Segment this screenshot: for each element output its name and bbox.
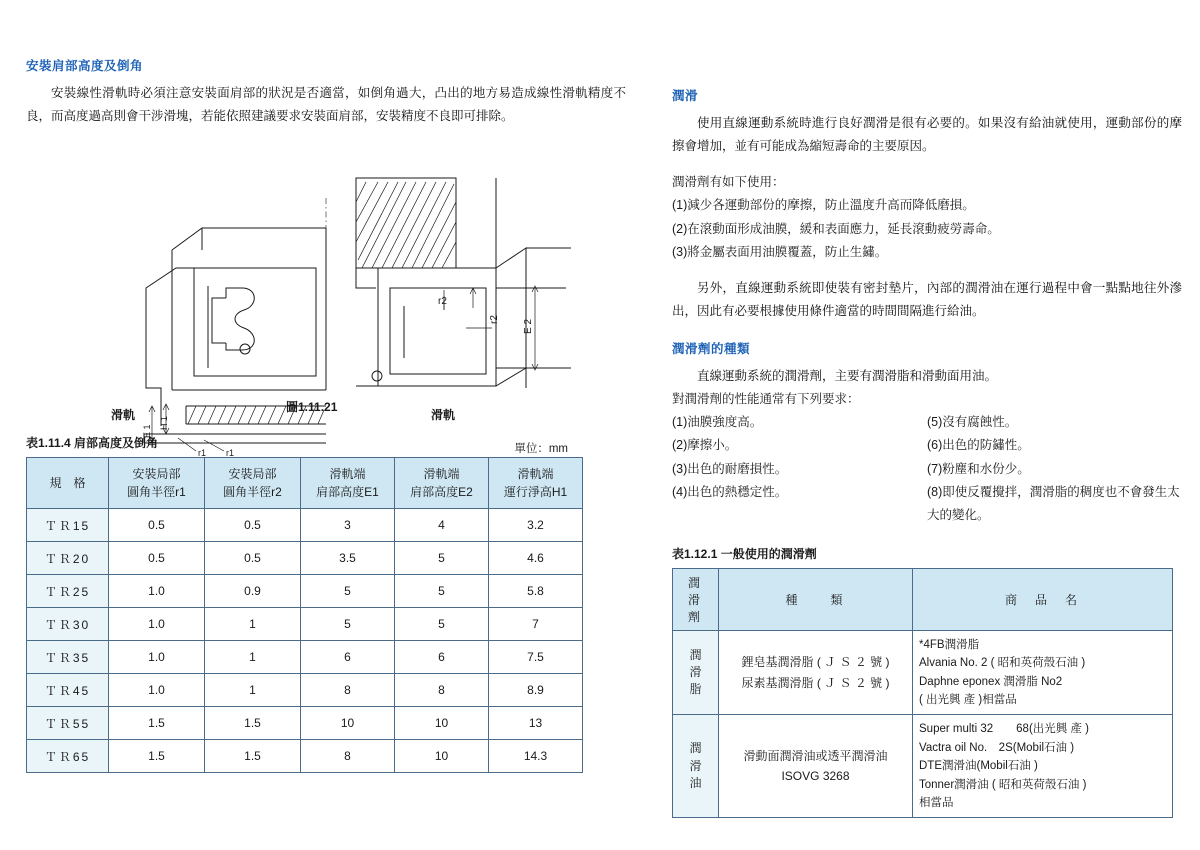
requirements-title: 對潤滑劑的性能通常有下列要求： [672, 392, 860, 407]
cell-spec: ＴＲ30 [27, 608, 109, 641]
lubrication-note-paragraph: 另外，直線運動系統即使裝有密封墊片，內部的潤滑油在運行過程中會一點點地往外滲出，因此有必要根據使用條件適當的時間間隔進行給油。 [672, 280, 1182, 318]
cell-r1: 1.0 [109, 608, 205, 641]
cell-product-oil: Super multi 32 68(出光興 產 ) Vactra oil No. 2S(Mobil石油 ) DTE潤滑油(Mobil石油 ) Tonner潤滑油 ( 昭和英荷殼石油 ) 相當品 [913, 715, 1173, 818]
figure-caption: 圖1.11.21 [286, 400, 338, 415]
table-row [27, 575, 583, 608]
cell-r2: 1 [205, 641, 301, 674]
cell-e2: 4 [395, 509, 489, 542]
table-row [27, 674, 583, 707]
cell-spec: ＴＲ25 [27, 575, 109, 608]
cell-r2: 0.5 [205, 509, 301, 542]
cell-r2: 1 [205, 674, 301, 707]
table-header-row [27, 458, 583, 509]
lubricant-usage-block [672, 171, 1182, 264]
table-row [27, 641, 583, 674]
intro-paragraph: 安裝線性滑軌時必須注意安裝面肩部的狀況是否適當，如倒角過大，凸出的地方易造成線性滑軌精度不良，而高度過高則會干涉滑塊，若能依照建議要求安裝面肩部，安裝精度不良即可排除。 [26, 86, 626, 124]
cell-h1: 4.6 [489, 542, 583, 575]
table-lubricants [672, 568, 1173, 819]
page-title: 安裝肩部高度及倒角 [26, 59, 144, 73]
cell-e1: 5 [301, 575, 395, 608]
cell-h1: 5.8 [489, 575, 583, 608]
cell-r2: 1.5 [205, 707, 301, 740]
lubricant-types-paragraph: 直線運動系統的潤滑劑，主要有潤滑脂和滑動面用油。 [697, 369, 998, 383]
table-row [27, 608, 583, 641]
table-1121-wrapper [672, 545, 1182, 819]
requirement-item: (3)出色的耐磨損性。 [672, 461, 788, 476]
table-shoulder-height [26, 457, 583, 773]
col-header-product: 商 品 名 [913, 568, 1173, 630]
cell-r1: 0.5 [109, 542, 205, 575]
lubricant-usage-item: (3)將金屬表面用油膜覆蓋，防止生鏽。 [672, 244, 888, 259]
cell-e2: 10 [395, 740, 489, 773]
cell-spec: ＴＲ20 [27, 542, 109, 575]
table-1114-wrapper [26, 434, 582, 773]
cell-r1: 1.0 [109, 641, 205, 674]
dim-label-r1-b: r1 [226, 448, 235, 459]
dim-label-h1: H 1 [159, 416, 169, 431]
cell-category-grease: 潤 滑 脂 [673, 630, 719, 715]
cell-e2: 10 [395, 707, 489, 740]
cell-h1: 13 [489, 707, 583, 740]
cell-h1: 7 [489, 608, 583, 641]
col-header-e1: 滑軌端 肩部高度E1 [301, 458, 395, 509]
cell-h1: 14.3 [489, 740, 583, 773]
col-header-lubricant: 潤 滑 劑 [673, 568, 719, 630]
table-row [27, 740, 583, 773]
cell-r2: 1.5 [205, 740, 301, 773]
cell-spec: ＴＲ65 [27, 740, 109, 773]
table-1114-unit: 單位：mm [514, 443, 568, 456]
lubrication-heading: 潤滑 [672, 89, 699, 103]
cell-e1: 10 [301, 707, 395, 740]
requirement-item: (7)粉塵和水份少。 [927, 461, 1030, 476]
lubricant-usage-title: 潤滑劑有如下使用： [672, 175, 785, 190]
dim-label-r2-top: r2 [438, 296, 447, 308]
cell-e1: 6 [301, 641, 395, 674]
cell-kind-oil: 滑動面潤滑油或透平潤滑油 ISOVG 3268 [719, 715, 913, 818]
requirements-left [672, 411, 927, 527]
rail-label-right: 滑軌 [431, 408, 456, 423]
cell-e2: 5 [395, 608, 489, 641]
cell-e2: 5 [395, 542, 489, 575]
cell-e2: 6 [395, 641, 489, 674]
cell-r1: 1.5 [109, 707, 205, 740]
cell-r2: 0.9 [205, 575, 301, 608]
requirement-item: (6)出色的防鏽性。 [927, 438, 1030, 453]
dim-label-e2: E 2 [523, 319, 534, 335]
lubrication-paragraph: 使用直線運動系統時進行良好潤滑是很有必要的。如果沒有給油就使用，運動部份的摩擦會增加，並有可能成為縮短壽命的主要原因。 [672, 116, 1182, 154]
cell-h1: 8.9 [489, 674, 583, 707]
rail-label-left: 滑軌 [111, 408, 136, 423]
cell-spec: ＴＲ15 [27, 509, 109, 542]
requirement-item: (2)摩擦小。 [672, 438, 738, 453]
cell-r1: 1.5 [109, 740, 205, 773]
left-column [26, 56, 626, 773]
cell-r1: 1.0 [109, 575, 205, 608]
requirements-list [672, 411, 1182, 527]
cell-e2: 8 [395, 674, 489, 707]
table-row [27, 707, 583, 740]
cell-category-oil: 潤 滑 油 [673, 715, 719, 818]
lubricant-usage-item: (1)減少各運動部份的摩擦，防止溫度升高而降低磨損。 [672, 198, 975, 213]
table-row-grease [673, 630, 1173, 715]
cell-e1: 3 [301, 509, 395, 542]
cell-spec: ＴＲ35 [27, 641, 109, 674]
requirements-right [927, 411, 1182, 527]
lubricant-usage-item: (2)在滾動面形成油膜，緩和表面應力，延長滾動疲勞壽命。 [672, 221, 1000, 236]
dim-label-e1: E 1 [142, 424, 152, 439]
table-1121-title: 表1.12.1 一般使用的潤滑劑 [672, 546, 817, 561]
requirement-item: (4)出色的熱穩定性。 [672, 484, 788, 499]
col-header-h1: 滑軌端 運行淨高H1 [489, 458, 583, 509]
cell-e1: 8 [301, 674, 395, 707]
table-body [27, 509, 583, 773]
table-row [27, 542, 583, 575]
cell-e1: 3.5 [301, 542, 395, 575]
cell-r2: 1 [205, 608, 301, 641]
table-1114-title: 表1.11.4 肩部高度及倒角 [26, 436, 159, 451]
requirement-item: (8)即使反覆攪拌，潤滑脂的稠度也不會發生太大的變化。 [927, 484, 1180, 522]
cell-h1: 3.2 [489, 509, 583, 542]
col-header-r2: 安裝局部 圓角半徑r2 [205, 458, 301, 509]
cell-e2: 5 [395, 575, 489, 608]
dim-label-r2-right: r2 [489, 315, 500, 325]
cell-product-grease: *4FB潤滑脂 Alvania No. 2 ( 昭和英荷殼石油 ) Daphne eponex 潤滑脂 No2 ( 出光興 產 )相當品 [913, 630, 1173, 715]
right-column [672, 86, 1182, 818]
table-row [27, 509, 583, 542]
table-row-oil [673, 715, 1173, 818]
table-body [673, 630, 1173, 818]
cell-e1: 8 [301, 740, 395, 773]
requirement-item: (1)油膜強度高。 [672, 415, 763, 430]
cell-r1: 0.5 [109, 509, 205, 542]
dim-label-r1-a: r1 [198, 448, 207, 459]
lubricant-types-heading: 潤滑劑的種類 [672, 342, 751, 356]
col-header-e2: 滑軌端 肩部高度E2 [395, 458, 489, 509]
cell-r1: 1.0 [109, 674, 205, 707]
cell-r2: 0.5 [205, 542, 301, 575]
col-header-kind: 種 類 [719, 568, 913, 630]
cell-spec: ＴＲ45 [27, 674, 109, 707]
cell-spec: ＴＲ55 [27, 707, 109, 740]
table-header-row [673, 568, 1173, 630]
col-header-r1: 安裝局部 圓角半徑r1 [109, 458, 205, 509]
cell-e1: 5 [301, 608, 395, 641]
cell-kind-grease: 鋰皂基潤滑脂 ( Ｊ Ｓ ２ 號 ) 尿素基潤滑脂 ( Ｊ Ｓ ２ 號 ) [719, 630, 913, 715]
cell-h1: 7.5 [489, 641, 583, 674]
requirement-item: (5)沒有腐蝕性。 [927, 415, 1018, 430]
col-header-spec: 規 格 [27, 458, 109, 509]
